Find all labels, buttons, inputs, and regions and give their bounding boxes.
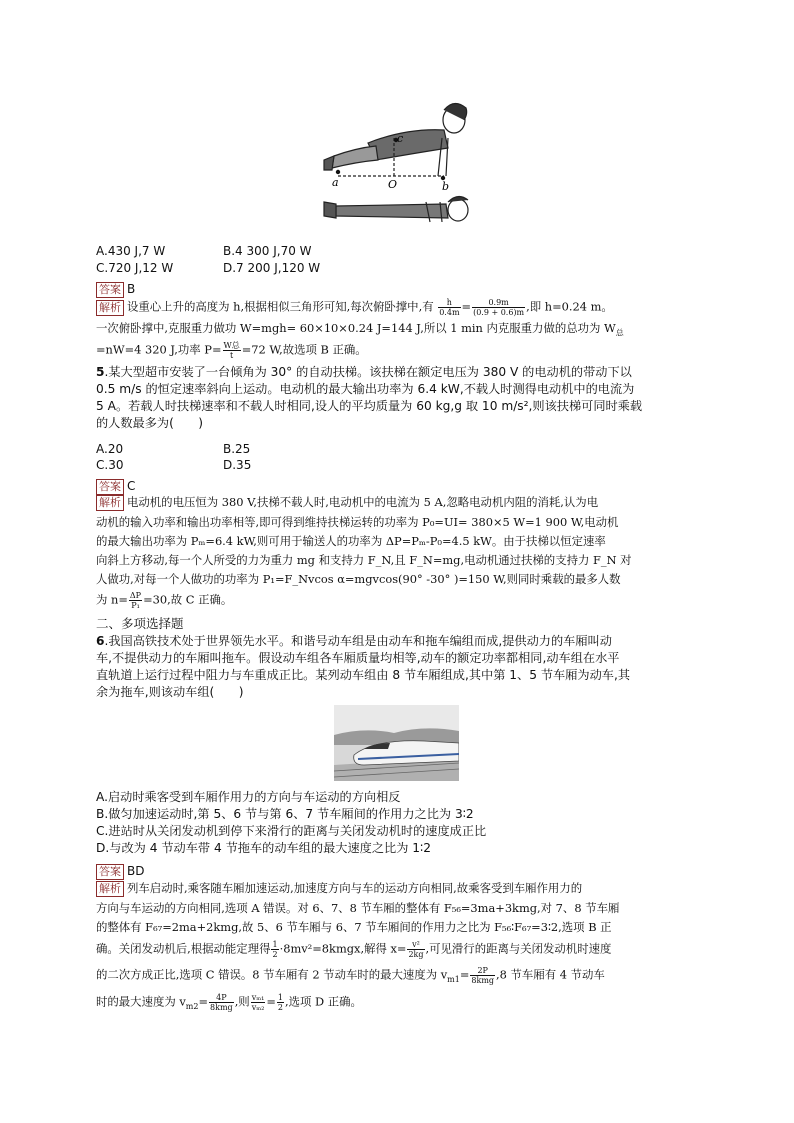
train-photo	[334, 705, 459, 781]
q4-answer: B	[127, 282, 136, 296]
q5-option-b: B.25	[223, 442, 251, 456]
q4-analysis-line-3: =nW=4 320 J,功率 P= $\frac{\text{W总}}{t}$ =72 W,故选项 B 正确。	[96, 341, 367, 360]
q6-option-b: B.做匀加速运动时,第 5、6 节与第 6、7 节车厢间的作用力之比为 3∶2	[96, 807, 474, 821]
q6-stem-line-4: 余为拖车,则该动车组( )	[96, 685, 244, 699]
q6-analysis-line-2: 方向与车运动的方向相同,选项 A 错误。对 6、7、8 节车厢的整体有 F₅₆=3ma+3kmg,对 7、8 节车厢	[96, 901, 620, 915]
fraction-n: $\frac{\Delta P}{\text{P₁}}$	[129, 591, 142, 610]
q6-analysis-line-6: 时的最大速度为 $v_{m2}=$ $\frac{4P}{\text{8kmg}}$ ,则 $\frac{\text{vₘ₁}}{\text{vₘ₂}}$ = $\frac{1}{2}$ ,选项 D 正确。	[96, 993, 362, 1012]
label-O: O	[388, 178, 398, 191]
q5-answer-row: 答案 C	[96, 475, 135, 495]
q5-option-d: D.35	[223, 458, 252, 472]
q5-analysis-line-3: 的最大输出功率为 Pₘ=6.4 kW,则可用于输送人的功率为 ΔP=Pₘ-P₀=4.5 kW。由于扶梯以恒定速率	[96, 534, 606, 548]
q6-answer-row: 答案 BD	[96, 860, 144, 880]
q6-analysis-line-4: 确。关闭发动机后,根据动能定理得 $\frac{1}{2}$ ·8mv²=8kmgx,解得 x= $\frac{\text{v²}}{2kg}$ ,可见滑行的距离与关闭发动机时速度	[96, 940, 612, 959]
fraction-power: $\frac{\text{W总}}{t}$	[223, 341, 240, 360]
label-b: b	[442, 180, 450, 193]
q5-analysis-line-4: 向斜上方移动,每一个人所受的力为重力 mg 和支持力 F_N,且 F_N=mg,电动机通过扶梯的支持力 F_N 对	[96, 553, 632, 567]
label-a: a	[332, 176, 339, 189]
pushup-figure	[316, 98, 476, 228]
q4-analysis-line-1: 解析 设重心上升的高度为 h,根据相似三角形可知,每次俯卧撑中,有 $\frac{h}{0.4m}$ = $\frac{0.9m}{(0.9 + 0.6)m}$ ,即 h=0.24 m。	[96, 298, 613, 317]
label-c: c	[397, 132, 404, 145]
q5-option-c: C.30	[96, 458, 124, 472]
q4-option-c: C.720 J,12 W	[96, 261, 174, 275]
q6-analysis-line-1: 解析 列车启动时,乘客随车厢加速运动,加速度方向与车的运动方向相同,故乘客受到车厢作用力的	[96, 880, 582, 897]
q4-option-b: B.4 300 J,70 W	[223, 244, 312, 258]
q5-stem-line-2: 0.5 m/s 的恒定速率斜向上运动。电动机的最大输出功率为 6.4 kW,不载人时测得电动机中的电流为	[96, 382, 635, 396]
answer-tag: 答案	[96, 282, 124, 298]
q6-option-a: A.启动时乘客受到车厢作用力的方向与车运动的方向相反	[96, 790, 401, 804]
q6-analysis-line-3: 的整体有 F₆₇=2ma+2kmg,故 5、6 节车厢与 6、7 节车厢间的作用力之比为 F₅₆∶F₆₇=3∶2,选项 B 正	[96, 920, 612, 934]
q5-stem-line-3: 5 A。若载人时扶梯速率和不载人时相同,设人的平均质量为 60 kg,g 取 10 m/s²,则该扶梯可同时乘载	[96, 399, 643, 413]
q4-option-a: A.430 J,7 W	[96, 244, 166, 258]
fraction-ratio: $\frac{0.9m}{(0.9 + 0.6)m}$	[473, 298, 525, 317]
q6-stem-line-1: 6.我国高铁技术处于世界领先水平。和谐号动车组是由动车和拖车编组而成,提供动力的车厢叫动	[96, 634, 612, 648]
q4-answer-row	[96, 278, 135, 298]
q4-analysis-line-2: 一次俯卧撑中,克服重力做功 W=mgh= 60×10×0.24 J=144 J,所以 1 min 内克服重力做的总功为 $W_总$	[96, 321, 624, 338]
q5-analysis-line-6: 为 n= $\frac{\Delta P}{\text{P₁}}$ =30,故 C 正确。	[96, 591, 233, 610]
q5-analysis-line-2: 动机的输入功率和输出功率相等,即可得到维持扶梯运转的功率为 P₀=UI= 380×5 W=1 900 W,电动机	[96, 515, 619, 529]
q5-analysis-line-5: 人做功,对每一个人做功的功率为 P₁=F_Nvcos α=mgvcos(90° -30° )=150 W,则同时乘载的最多人数	[96, 572, 621, 586]
section-title: 二、多项选择题	[96, 616, 184, 631]
fraction-h: $\frac{h}{0.4m}$	[439, 298, 460, 317]
q5-analysis-line-1: 解析 电动机的电压恒为 380 V,扶梯不载人时,电动机中的电流为 5 A,忽略电动机内阻的消耗,认为电	[96, 494, 598, 511]
q4-option-d: D.7 200 J,120 W	[223, 261, 321, 275]
q5-answer: C	[127, 479, 136, 493]
q6-analysis-line-5: 的二次方成正比,选项 C 错误。8 节车厢有 2 节动车时的最大速度为 $v_{m1}=$ $\frac{2P}{\text{8kmg}}$ ,8 节车厢有 4 节动车	[96, 966, 605, 985]
q5-stem-line-4: 的人数最多为( )	[96, 416, 204, 430]
analysis-tag: 解析	[96, 300, 124, 316]
q6-option-d: D.与改为 4 节动车带 4 节拖车的动车组的最大速度之比为 1∶2	[96, 841, 431, 855]
q5-option-a: A.20	[96, 442, 124, 456]
q6-answer: BD	[127, 864, 145, 878]
q6-option-c: C.进站时从关闭发动机到停下来滑行的距离与关闭发动机时的速度成正比	[96, 824, 487, 838]
q6-stem-line-2: 车,不提供动力的车厢叫拖车。假设动车组各车厢质量均相等,动车的额定功率都相同,动车组在水平	[96, 651, 620, 665]
q5-stem-line-1: 5.某大型超市安装了一台倾角为 30° 的自动扶梯。该扶梯在额定电压为 380 V 的电动机的带动下以	[96, 365, 632, 379]
q6-stem-line-3: 直轨道上运行过程中阻力与车重成正比。某列动车组由 8 节车厢组成,其中第 1、5 节车厢为动车,其	[96, 668, 631, 682]
